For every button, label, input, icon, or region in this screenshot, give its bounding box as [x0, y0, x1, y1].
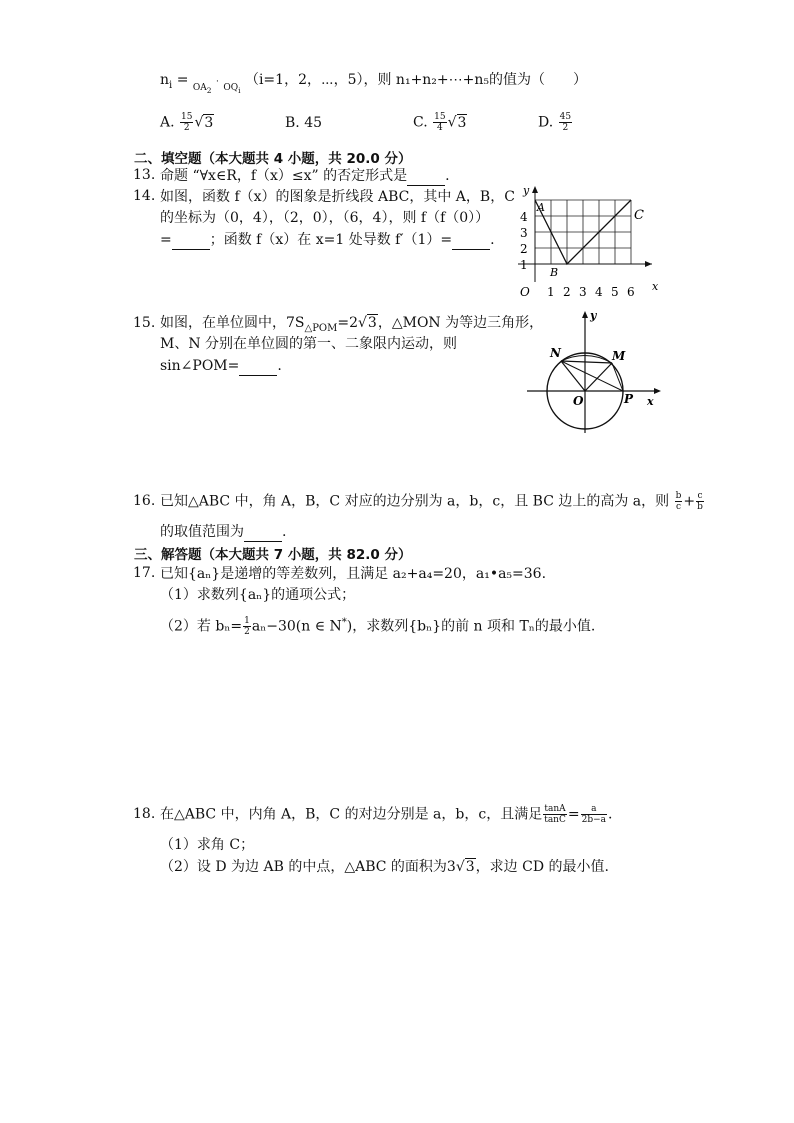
option-label: C. — [413, 114, 428, 131]
x-tick-6: 6 — [627, 285, 635, 299]
x-tick-1: 1 — [547, 285, 555, 299]
label-x: x — [647, 395, 654, 408]
frac-num: 45 — [559, 112, 572, 122]
frac-den: c — [675, 502, 682, 512]
q18-line1 — [160, 804, 612, 825]
origin-label: O — [520, 285, 530, 299]
q17-p2b: aₙ−30(n ∈ N — [251, 618, 342, 635]
q15-number: 15. — [133, 315, 156, 331]
label-y: y — [590, 309, 597, 322]
label-o: O — [573, 394, 584, 408]
q17-part1: （1）求数列{aₙ}的通项公式； — [160, 587, 356, 603]
frac-num: 15 — [181, 112, 193, 122]
q16-line1 — [160, 491, 705, 512]
vec1-text: OA — [192, 83, 207, 93]
q13-stem: 命题 “∀x∈R，f（x）≤x” 的否定形式是 — [160, 168, 408, 184]
q17-p2a: （2）若 bₙ= — [160, 618, 243, 635]
formula-eq: = — [176, 72, 189, 88]
q17-p2c: )，求数列{bₙ}的前 n 项和 Tₙ的最小值. — [346, 618, 596, 635]
section-title-solution: 三、解答题（本大题共 7 小题，共 82.0 分） — [134, 547, 412, 563]
sqrt-radicand: 3 — [457, 114, 467, 131]
frac-den: 2b−a — [581, 815, 607, 825]
x-tick-2: 2 — [563, 285, 571, 299]
frac-num: 15 — [434, 112, 446, 122]
q15-l1b: =2 — [337, 315, 358, 331]
vec2-text: OQ — [223, 83, 239, 93]
q17-number: 17. — [133, 565, 156, 581]
q14-line2: 的坐标为（0，4），（2，0），（6，4），则 f（f（0）） — [160, 210, 490, 226]
frac-num: 1 — [244, 616, 250, 627]
fraction-c-over-b — [696, 491, 704, 512]
q15-area-sub: △POM — [304, 322, 338, 334]
y-tick-2: 2 — [520, 242, 528, 256]
y-tick-4: 4 — [520, 210, 528, 224]
fraction-a-over-2b-a — [581, 804, 607, 825]
segment-on — [561, 361, 585, 391]
index-range: （i=1，2，⋯，5） — [244, 72, 364, 88]
q12-option-a — [160, 112, 214, 133]
sqrt-radicand: 3 — [465, 859, 475, 875]
segment-om — [585, 363, 612, 391]
q17-part2 — [160, 613, 595, 637]
y-axis-arrow — [532, 186, 538, 193]
fraction — [180, 112, 193, 133]
formula-n-sub: i — [169, 79, 173, 91]
frac-den: 2 — [244, 627, 250, 638]
q15-l1a: 如图，在单位圆中，7S — [160, 315, 305, 331]
option-value: 45 — [304, 115, 323, 131]
fraction-half — [243, 616, 251, 637]
option-label: A. — [160, 114, 175, 131]
q15-l1c: ，△MON 为等边三角形， — [377, 315, 544, 331]
q18-part1: （1）求角 C； — [160, 837, 255, 853]
x-axis-label: x — [652, 280, 659, 293]
option-label: D. — [538, 114, 554, 131]
sqrt-sign: √ — [455, 859, 465, 875]
point-c-label: C — [634, 208, 644, 223]
frac-num: b — [675, 491, 682, 501]
q12-option-c — [413, 112, 467, 133]
q14-end: . — [490, 232, 495, 248]
q18-end: . — [608, 806, 613, 823]
q16-line2 — [160, 522, 286, 542]
frac-den: tanC — [544, 815, 566, 825]
q18-part2 — [160, 857, 609, 877]
x-tick-3: 3 — [579, 285, 587, 299]
answer-blank[interactable] — [244, 527, 282, 542]
formula-n: n — [160, 72, 170, 88]
label-p: P — [624, 392, 634, 406]
q12-formula: $n_i = _{OA_2} \cdot _{OQ_i}$ （i=1，2，⋯，5），则 n₁+n₂+⋯+n₅的值为（ ） — [160, 72, 588, 95]
q12-question: ，则 n₁+n₂+⋯+n₅的值为（ ） — [363, 72, 588, 88]
vec1-sub: 2 — [206, 85, 212, 95]
x-tick-5: 5 — [611, 285, 619, 299]
q14-line1: 如图，函数 f（x）的图象是折线段 ABC，其中 A，B，C — [160, 189, 515, 205]
y-axis-label: y — [523, 184, 530, 197]
x-tick-4: 4 — [595, 285, 603, 299]
q15-l3a: sin∠POM= — [160, 358, 240, 374]
q18-p2b: ，求边 CD 的最小值. — [475, 859, 609, 875]
x-axis-arrow — [645, 261, 652, 267]
frac-num: a — [581, 804, 607, 815]
q18-number: 18. — [133, 806, 156, 822]
answer-blank[interactable] — [452, 235, 490, 250]
sqrt-sign: √ — [447, 114, 457, 131]
answer-blank[interactable] — [407, 171, 445, 186]
answer-blank[interactable] — [172, 235, 210, 250]
q16-stem: 已知△ABC 中，角 A，B，C 对应的边分别为 a，b，c，且 BC 边上的高为 a，则 — [160, 493, 670, 510]
q16-number: 16. — [133, 493, 156, 509]
q13-text — [160, 166, 450, 186]
q15-line3 — [160, 356, 282, 376]
fraction — [433, 112, 446, 133]
q13-end: . — [445, 168, 450, 184]
sqrt-radicand: 3 — [367, 315, 377, 331]
frac-den: b — [697, 502, 703, 512]
plus-sign: + — [683, 493, 696, 510]
point-a-label: A — [537, 201, 545, 214]
q14-eq: = — [160, 232, 172, 248]
q16-end: . — [282, 524, 287, 540]
fraction — [559, 112, 572, 133]
q14-mid: ；函数 f（x）在 x=1 处导数 f′（1）= — [209, 232, 453, 248]
q12-option-d — [538, 112, 573, 133]
q15-line2: M、N 分别在单位圆的第一、二象限内运动，则 — [160, 336, 458, 352]
point-b-label: B — [550, 266, 559, 279]
answer-blank[interactable] — [239, 361, 277, 376]
sqrt-sign: √ — [358, 315, 367, 331]
equals-sign: = — [567, 806, 580, 823]
frac-num: c — [697, 491, 703, 501]
sqrt-sign: √ — [194, 114, 204, 131]
vector-oa2 — [193, 83, 212, 93]
q17-line1: 已知{aₙ}是递增的等差数列，且满足 a₂+a₄=20，a₁•a₅=36. — [160, 566, 547, 582]
y-axis-arrow — [582, 311, 588, 318]
graph-grid — [535, 200, 631, 264]
q14-line3 — [160, 230, 495, 250]
y-tick-3: 3 — [520, 226, 528, 240]
q18-p2a: （2）设 D 为边 AB 的中点，△ABC 的面积为3 — [160, 859, 456, 875]
label-m: M — [612, 349, 626, 363]
segment-nm — [561, 361, 612, 363]
q15-unit-circle-figure — [525, 305, 675, 440]
frac-num: tanA — [544, 804, 566, 814]
q18-stem: 在△ABC 中，内角 A，B，C 的对边分别是 a，b，c，且满足 — [160, 806, 543, 823]
section-title-fill-in: 二、填空题（本大题共 4 小题，共 20.0 分） — [134, 151, 412, 167]
option-label: B. — [285, 115, 300, 131]
vector-oqi — [223, 83, 240, 93]
q12-option-b — [285, 115, 322, 131]
frac-den: 2 — [562, 123, 569, 133]
q16-l2a: 的取值范围为 — [160, 524, 244, 540]
vec2-sub: i — [238, 85, 241, 95]
fraction-b-over-c — [675, 491, 683, 512]
frac-den: 2 — [183, 123, 190, 133]
sqrt-radicand: 3 — [204, 114, 214, 131]
y-tick-1: 1 — [520, 258, 528, 272]
q14-number: 14. — [133, 188, 156, 204]
q14-graph — [510, 182, 670, 300]
frac-den: 4 — [436, 123, 443, 133]
q15-end: . — [277, 358, 282, 374]
x-axis-arrow — [654, 388, 661, 394]
q13-number: 13. — [133, 167, 156, 183]
label-n: N — [550, 346, 561, 360]
q17-sup: * — [341, 617, 347, 628]
fraction-tan — [543, 804, 567, 825]
